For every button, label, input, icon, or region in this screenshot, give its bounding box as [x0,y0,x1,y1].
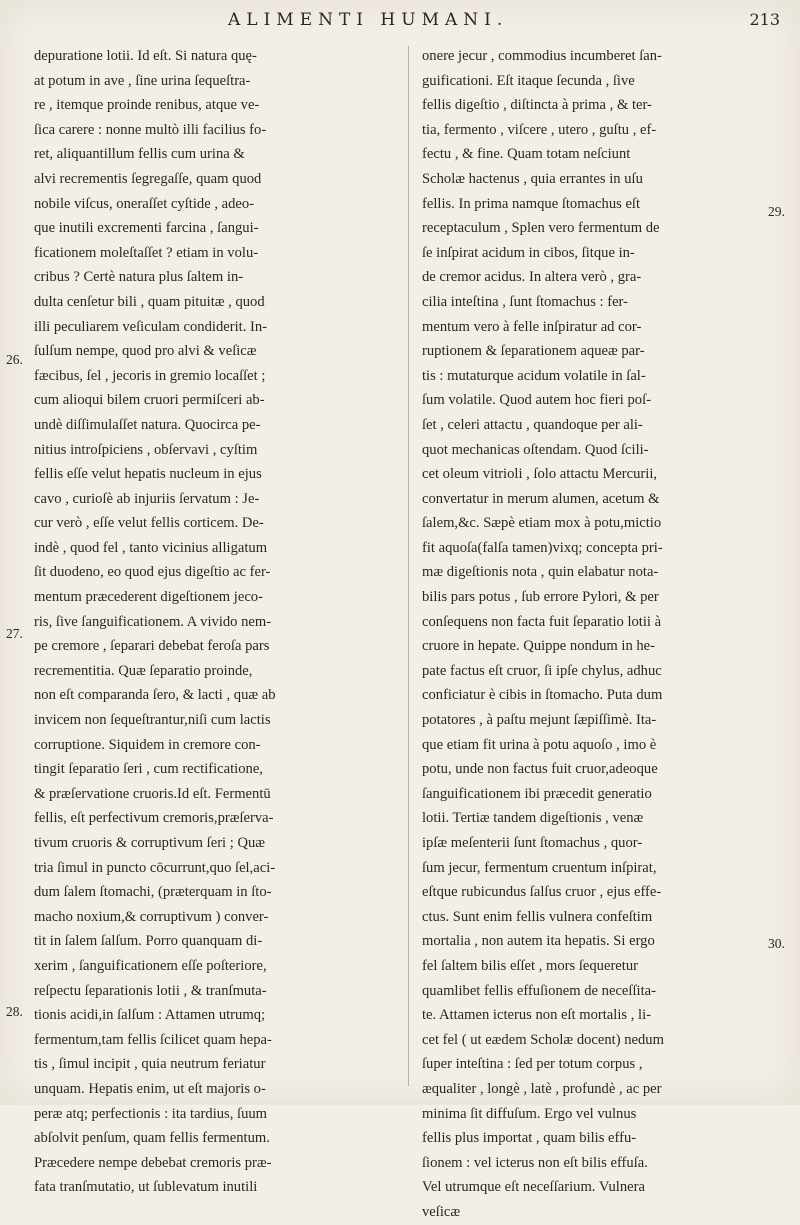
text-line: recrementitia. Quæ ſeparatio proinde, [34,662,253,679]
text-line: ſe inſpirat acidum in cibos, ſitque in- [422,244,635,261]
text-line: ſum volatile. Quod autem hoc fieri poſ- [422,392,651,409]
text-line: Præcedere nempe debebat cremoris præ- [34,1154,272,1171]
text-line: mentum præcederent digeſtionem jeco- [34,589,263,606]
text-line: convertatur in merum alumen, acetum & [422,490,660,507]
text-line: cribus ? Certè natura plus ſaltem in- [34,269,244,286]
text-line: cruore in hepate. Quippe nondum in he- [422,638,656,655]
text-line: de cremor acidus. In altera verò , gra- [422,269,642,286]
text-line: minima ſit diffuſum. Ergo vel vulnus [422,1105,637,1122]
text-line: ſica carere : nonne multò illi facilius fo- [34,121,267,138]
margin-number: 29. [768,204,785,219]
text-line: ſum jecur, fermentum cruentum inſpirat, [422,859,657,876]
column-divider [408,46,409,1086]
text-line: undè diſſimulaſſet natura. Quocirca pe- [34,416,261,433]
text-line: quot mechanicas oſtendam. Quod ſcili- [422,441,649,458]
text-line: potu, unde non factus fuit cruor,adeoque [422,761,658,778]
text-line: cum alioqui bilem cruori permiſceri ab- [34,392,265,409]
text-line: nobile viſcus, oneraſſet cyſtide , adeo- [34,195,255,212]
page-number: 213 [749,10,780,29]
text-line: fellis, eſt perfectivum cremoris,præſerva- [34,810,274,827]
text-line: tionis acidi,in ſalſum : Attamen utrumq; [34,1007,266,1024]
text-line: ſalem,&c. Sæpè etiam mox à potu,mictio [422,515,662,532]
text-line: cet fel ( ut eædem Scholæ docent) nedum [422,1031,664,1048]
text-line: tria ſimul in puncto cōcurrunt,quo ſel,aci- [34,859,276,876]
text-line: dum ſalem ſtomachi, (præterquam in ſto- [34,884,272,901]
text-line: mentum vero à felle inſpiratur ad cor- [422,318,642,335]
text-line: indè , quod fel , tanto vicinius alligatum [34,539,268,556]
text-line: re , itemque proinde renibus, atque ve- [34,97,260,114]
text-line: ipſæ meſenterii ſunt ſtomachus , quor- [422,835,643,851]
text-line: ret, aliquantillum fellis cum urina & [34,146,245,163]
text-line: ſit duodeno, eo quod ejus digeſtio ac fer- [34,564,271,581]
text-line: tia, fermento , viſcere , utero , guſtu , ef- [422,121,657,138]
text-line: quamlibet fellis effuſionem de neceſſita- [422,982,656,999]
text-line: ficationem moleſtaſſet ? etiam in volu- [34,244,259,261]
text-line: onere jecur , commodius incumberet ſan- [422,48,662,64]
text-line: cilia inteſtina , ſunt ſtomachus : fer- [422,293,628,310]
text-line: non eſt comparanda ſero, & lacti , quæ ab [34,687,276,704]
right-column [422,44,774,1225]
text-line: ris, ſive ſanguificationem. A vivido nem- [34,613,272,630]
text-line: illi peculiarem veſiculam condiderit. In- [34,318,268,335]
text-line: ctus. Sunt enim fellis vulnera confeſtim [422,908,653,925]
text-line: fel ſaltem bilis eſſet , mors ſequeretur [422,957,638,974]
text-line: peræ atq; perfectionis : ita tardius, ſuum [34,1105,268,1122]
text-line: ruptionem & ſeparationem aqueæ par- [422,343,645,360]
text-line: reſpectu ſeparationis lotii , & tranſmuta- [34,982,267,999]
running-title: ALIMENTI HUMANI. [228,10,509,30]
text-line: veſicæ [422,1203,461,1220]
text-line: lotii. Tertiæ tandem digeſtionis , venæ [422,810,644,827]
margin-number: 28. [6,1004,23,1019]
text-line: mortalia , non autem ita hepatis. Si ergo [422,933,655,950]
text-line: cet oleum vitrioli , ſolo attactu Mercurii, [422,466,658,483]
text-line: fellis. In prima namque ſtomachus eſt [422,195,641,212]
text-line: ſulſum nempe, quod pro alvi & veſicæ [34,343,257,360]
text-line: depuratione lotii. Id eſt. Si natura quę- [34,48,257,64]
page-header [0,10,800,42]
text-line: eſtque rubicundus ſalſus cruor , ejus effe- [422,884,662,901]
text-line: potatores , à paſtu mejunt ſæpiſſimè. Ita- [422,712,657,729]
text-line: fit aquoſa(falſa tamen)vixq; concepta pri- [422,539,663,556]
text-line: pe cremore , ſeparari debebat feroſa pars [34,638,270,655]
text-line: guificationi. Eſt itaque ſecunda , ſive [422,72,635,89]
text-line: fellis digeſtio , diſtincta à prima , & ter- [422,97,652,114]
text-line: fata tranſmutatio, ut ſublevatum inutili [34,1179,258,1196]
text-line: xerim , ſanguificationem eſſe poſteriore, [34,957,267,974]
text-line: cavo , curioſè ab injuriis ſervatum : Je- [34,490,260,507]
text-line: fæcibus, ſel , jecoris in gremio locaſſet ; [34,367,266,384]
left-column [34,44,394,1200]
text-line: invicem non ſequeſtrantur,niſi cum lactis [34,712,271,729]
text-line: corruptione. Siquidem in cremore con- [34,736,261,753]
text-line: tis : mutaturque acidum volatile in ſal- [422,367,646,384]
text-line: tit in ſalem ſalſum. Porro quanquam di- [34,933,263,950]
text-line: abſolvit penſum, quam fellis fermentum. [34,1130,270,1147]
text-line: Scholæ hactenus , quia errantes in uſu [422,170,643,187]
text-line: que inutili excrementi farcina , ſangui- [34,220,259,237]
text-line: fermentum,tam fellis ſcilicet quam hepa- [34,1031,272,1048]
text-line: pate factus eſt cruor, ſi ipſe chylus, adhuc [422,662,662,679]
text-line: alvi recrementis ſegregaſſe, quam quod [34,170,262,187]
text-line: ſionem : vel icterus non eſt bilis effuſa. [422,1154,648,1171]
text-line: que etiam fit urina à potu aquoſo , imo è [422,736,657,753]
text-line: tis , ſimul incipit , quia neutrum feriatur [34,1056,266,1073]
margin-number: 27. [6,626,23,641]
margin-number: 30. [768,936,785,951]
text-line: æqualiter , longè , latè , profundè , ac per [422,1080,662,1097]
text-line: fectu , & fine. Quam totam neſciunt [422,146,631,163]
text-line: Vel utrumque eſt neceſſarium. Vulnera [422,1179,645,1196]
text-line: unquam. Hepatis enim, ut eſt majoris o- [34,1080,266,1097]
text-line: conficiatur è cibis in ſtomacho. Puta dum [422,687,663,704]
text-line: mæ digeſtionis nota , quin elabatur nota- [422,564,659,581]
text-line: tingit ſeparatio ſeri , cum rectificatione, [34,761,263,778]
margin-number: 26. [6,352,23,367]
text-line: conſequens non facta fuit ſeparatio lotii à [422,613,662,630]
text-line: ſuper inteſtina : ſed per totum corpus , [422,1056,643,1073]
text-line: at potum in ave , ſine urina ſequeſtra- [34,72,251,89]
text-line: & præſervatione cruoris.Id eſt. Fermentū [34,785,271,802]
text-line: te. Attamen icterus non eſt mortalis , li- [422,1007,651,1024]
text-line: cur verò , eſſe velut fellis corticem. De- [34,515,264,532]
text-line: fellis eſſe velut hepatis nucleum in ejus [34,466,262,483]
text-line: nitius introſpiciens , obſervavi , cyſtim [34,441,258,458]
text-line: dulta cenſetur bili , quam pituitæ , quod [34,293,265,310]
text-line: macho noxium,& corruptivum ) conver- [34,908,269,925]
text-line: tivum cruoris & corruptivum ſeri ; Quæ [34,835,266,851]
text-line: ſet , celeri attactu , quandoque per ali- [422,416,643,433]
text-line: bilis pars potus , ſub errore Pylori, & per [422,589,659,606]
text-line: receptaculum , Splen vero fermentum de [422,220,660,237]
text-line: ſanguificationem ibi præcedit generatio [422,785,652,802]
text-line: fellis plus importat , quam bilis effu- [422,1130,637,1147]
